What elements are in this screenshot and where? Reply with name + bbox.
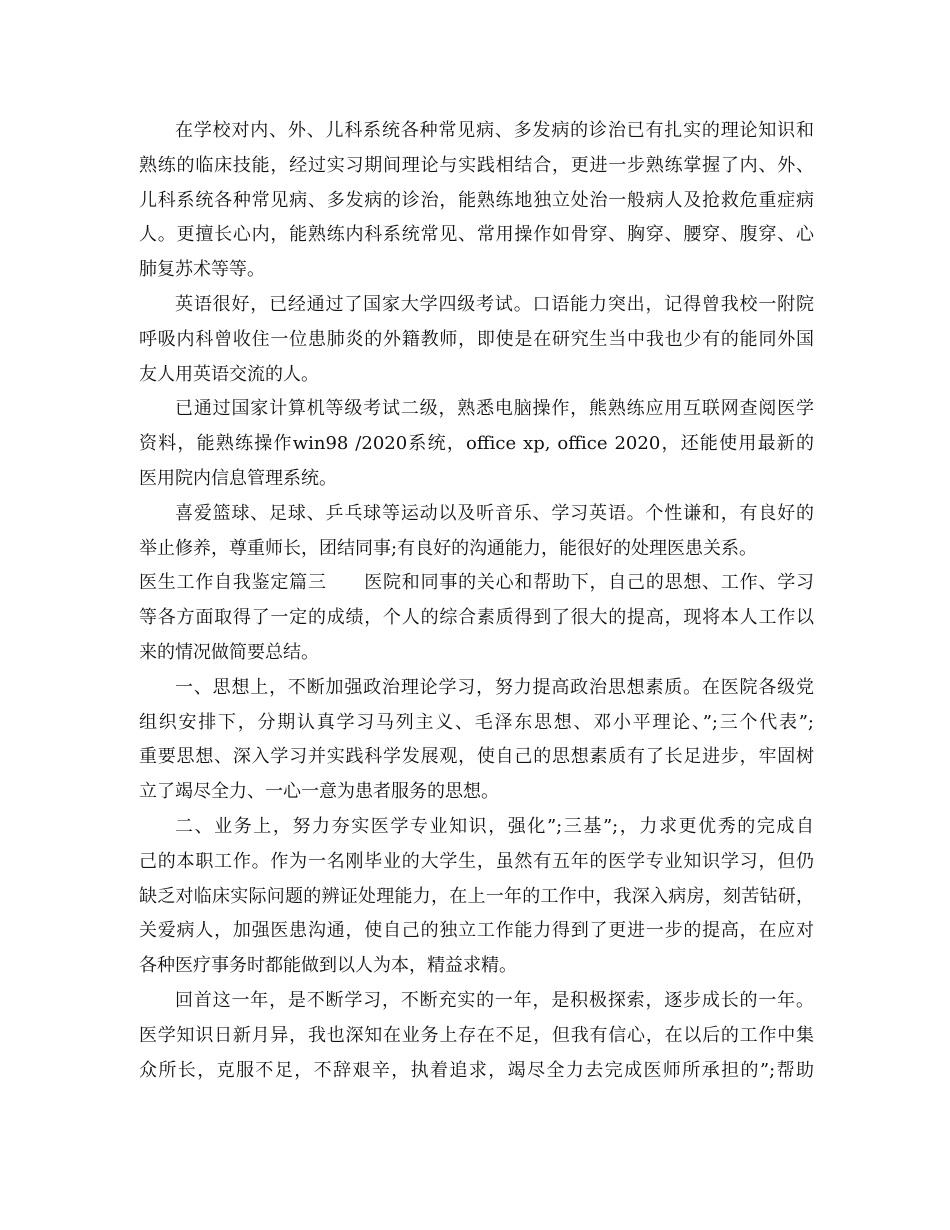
text-line: 儿科系统各种常见病、多发病的诊治，能熟练地独立处治一般病人及抢救危重症病	[139, 189, 814, 211]
text-line: 医生工作自我鉴定篇三 医院和同事的关心和帮助下，自己的思想、工作、学习	[139, 572, 814, 594]
text-line: 各种医疗事务时都能做到以人为本，精益求精。	[139, 955, 517, 977]
text-line: 资料，能熟练操作win98 /2020系统，office xp, office 2020，还能使用最新的	[139, 433, 814, 455]
text-line: 组织安排下，分期认真学习马列主义、毛泽东思想、邓小平理论、”;三个代表”;	[139, 711, 814, 733]
text-line: 回首这一年，是不断学习，不断充实的一年，是积极探索，逐步成长的一年。	[175, 989, 814, 1011]
text-line: 缺乏对临床实际问题的辨证处理能力，在上一年的工作中，我深入病房，刻苦钻研，	[139, 885, 814, 907]
document-body	[139, 114, 814, 1088]
text-line: 一、思想上，不断加强政治理论学习，努力提高政治思想素质。在医院各级党	[175, 676, 814, 698]
text-line: 医学知识日新月异，我也深知在业务上存在不足，但我有信心，在以后的工作中集	[139, 1024, 814, 1046]
text-line: 人。更擅长心内，能熟练内科系统常见、常用操作如骨穿、胸穿、腰穿、腹穿、心	[139, 224, 814, 246]
text-line: 喜爱篮球、足球、乒乓球等运动以及听音乐、学习英语。个性谦和，有良好的	[175, 502, 814, 524]
text-line: 熟练的临床技能，经过实习期间理论与实践相结合，更进一步熟练掌握了内、外、	[139, 154, 814, 176]
text-line: 来的情况做简要总结。	[139, 641, 319, 663]
text-line: 己的本职工作。作为一名刚毕业的大学生，虽然有五年的医学专业知识学习，但仍	[139, 850, 814, 872]
text-line: 重要思想、深入学习并实践科学发展观，使自己的思想素质有了长足进步，牢固树	[139, 746, 814, 768]
text-line: 友人用英语交流的人。	[139, 363, 319, 385]
text-line: 医用院内信息管理系统。	[139, 467, 337, 489]
text-line: 立了竭尽全力、一心一意为患者服务的思想。	[139, 781, 499, 803]
text-line: 在学校对内、外、儿科系统各种常见病、多发病的诊治已有扎实的理论知识和	[175, 120, 814, 141]
text-line: 关爱病人，加强医患沟通，使自己的独立工作能力得到了更进一步的提高，在应对	[139, 920, 814, 942]
text-line: 二、业务上，努力夯实医学专业知识，强化”;三基”;，力求更优秀的完成自	[175, 815, 814, 837]
text-line: 呼吸内科曾收住一位患肺炎的外籍教师，即使是在研究生当中我也少有的能同外国	[139, 328, 814, 350]
text-line: 已通过国家计算机等级考试二级，熟悉电脑操作，熊熟练应用互联网查阅医学	[175, 398, 814, 420]
text-line: 等各方面取得了一定的成绩，个人的综合素质得到了很大的提高，现将本人工作以	[139, 607, 814, 629]
text-line: 举止修养，尊重师长，团结同事;有良好的沟通能力，能很好的处理医患关系。	[139, 537, 758, 559]
text-line: 肺复苏术等等。	[139, 259, 265, 281]
text-line: 众所长，克服不足，不辞艰辛，执着追求，竭尽全力去完成医师所承担的”;帮助	[139, 1059, 814, 1081]
text-line: 英语很好，已经通过了国家大学四级考试。口语能力突出，记得曾我校一附院	[175, 293, 814, 315]
